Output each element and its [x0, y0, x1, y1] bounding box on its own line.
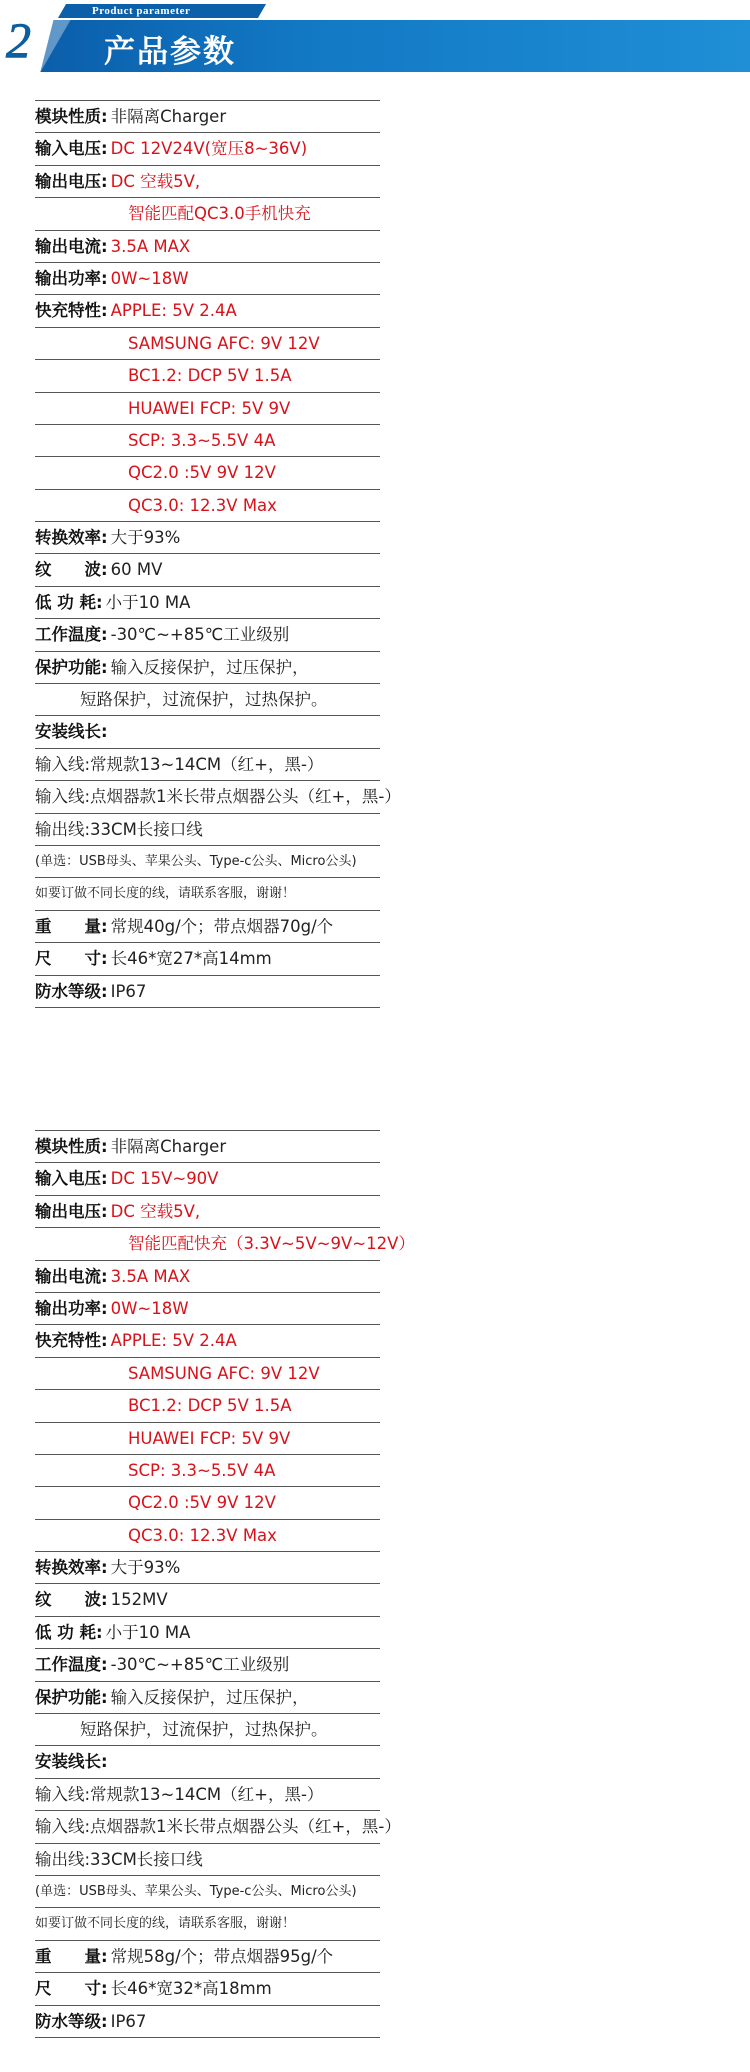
banner-subtitle: Product parameter: [92, 5, 191, 17]
spec-row: [35, 230, 380, 262]
spec-row: [35, 813, 380, 845]
spec-value: 输出线:33CM长接口线: [35, 1849, 203, 1869]
spec-row: [35, 1130, 380, 1162]
spec-label: 转换效率: [35, 1558, 101, 1578]
spec-row: [35, 877, 380, 909]
spec-row: [35, 1162, 380, 1194]
spec-label: 输出电流: [35, 236, 101, 256]
spec-value: 输入反接保护，过压保护，: [110, 1687, 309, 1707]
spec-value: 智能匹配QC3.0手机快充: [128, 204, 311, 224]
spec-value: QC3.0: 12.3V Max: [128, 1525, 277, 1545]
spec-separator: :: [101, 139, 108, 159]
spec-row: [35, 197, 380, 229]
spec-label: 纹 波: [35, 560, 101, 580]
spec-row: [35, 165, 380, 197]
spec-label: 尺 寸: [35, 1979, 101, 1999]
spec-row: [35, 1292, 380, 1324]
spec-separator: :: [96, 592, 103, 612]
spec-label: 模块性质: [35, 1137, 101, 1156]
spec-separator: :: [101, 2011, 108, 2031]
spec-row: [35, 1843, 380, 1875]
spec-row: [35, 1972, 380, 2004]
spec-separator: :: [101, 1137, 108, 1156]
spec-value: 60 MV: [110, 560, 163, 580]
spec-value: 输入线:常规款13~14CM（红+，黑-）: [35, 754, 324, 774]
spec-value: QC2.0 :5V 9V 12V: [128, 463, 276, 483]
spec-label: 输入电压: [35, 1169, 101, 1189]
spec-table-12-24v: [35, 100, 401, 1008]
spec-row: [35, 1454, 380, 1486]
spec-label: 输出电压: [35, 1201, 101, 1221]
spec-row: [35, 424, 380, 456]
spec-row: [35, 1227, 415, 1259]
spec-label: 防水等级: [35, 2011, 101, 2031]
spec-value: 如要订做不同长度的线，请联系客服，谢谢！: [35, 886, 296, 902]
spec-separator: :: [101, 528, 108, 548]
spec-value: QC2.0 :5V 9V 12V: [128, 1493, 276, 1513]
spec-separator: :: [101, 1266, 108, 1286]
spec-row: [35, 489, 380, 521]
spec-label: 输出电流: [35, 1266, 101, 1286]
spec-row: [35, 1778, 380, 1810]
spec-value: 输入线:点烟器款1米长带点烟器公头（红+，黑-）: [35, 1817, 401, 1837]
spec-value: APPLE: 5V 2.4A: [110, 1331, 237, 1351]
spec-value: 非隔离Charger: [110, 107, 227, 126]
spec-label: 尺 寸: [35, 949, 101, 969]
spec-separator: :: [101, 981, 108, 1001]
spec-label: 工作温度: [35, 1655, 101, 1675]
spec-row: [35, 1357, 380, 1389]
spec-value: SAMSUNG AFC: 9V 12V: [128, 333, 320, 353]
spec-value: 短路保护，过流保护，过热保护。: [80, 690, 328, 710]
spec-row: [35, 1940, 380, 1972]
spec-value: DC 12V24V(宽压8~36V): [110, 139, 308, 159]
spec-value: DC 15V~90V: [110, 1169, 219, 1189]
spec-row: [35, 521, 380, 553]
spec-label: 低 功 耗: [35, 1622, 96, 1642]
section-banner: [0, 0, 750, 72]
spec-value: HUAWEI FCP: 5V 9V: [128, 398, 291, 418]
spec-separator: :: [101, 1590, 108, 1610]
spec-row: [35, 132, 380, 164]
spec-label: 工作温度: [35, 625, 101, 645]
spec-value: 长46*宽32*高18mm: [110, 1979, 272, 1999]
spec-value: QC3.0: 12.3V Max: [128, 495, 277, 515]
spec-row: [35, 1713, 380, 1745]
spec-row: [35, 1519, 380, 1551]
spec-value: 大于93%: [110, 1558, 181, 1578]
spec-value: 3.5A MAX: [110, 1266, 191, 1286]
spec-row: [35, 100, 380, 132]
spec-row: [35, 618, 380, 650]
spec-row: [35, 1583, 380, 1615]
spec-separator: :: [96, 1622, 103, 1642]
spec-separator: :: [101, 301, 108, 321]
spec-value: 0W~18W: [110, 1298, 189, 1318]
spec-label: 安装线长: [35, 1752, 101, 1772]
spec-row: [35, 1681, 380, 1713]
spec-label: 安装线长: [35, 722, 101, 742]
spec-separator: :: [101, 1169, 108, 1189]
spec-row: [35, 1486, 380, 1518]
spec-value: 输入反接保护，过压保护，: [110, 657, 309, 677]
spec-row: [35, 359, 380, 391]
spec-label: 快充特性: [35, 301, 101, 321]
spec-value: 152MV: [110, 1590, 168, 1610]
spec-value: HUAWEI FCP: 5V 9V: [128, 1428, 291, 1448]
spec-separator: :: [101, 1331, 108, 1351]
spec-value: SCP: 3.3~5.5V 4A: [128, 1460, 276, 1480]
spec-row: [35, 1810, 401, 1842]
spec-value: 如要订做不同长度的线，请联系客服，谢谢！: [35, 1916, 296, 1932]
spec-label: 防水等级: [35, 981, 101, 1001]
spec-separator: :: [101, 1687, 108, 1707]
spec-label: 重 量: [35, 916, 101, 936]
spec-value: 大于93%: [110, 528, 181, 548]
spec-row: [35, 1648, 380, 1680]
spec-row: [35, 327, 380, 359]
spec-label: 转换效率: [35, 528, 101, 548]
spec-separator: :: [101, 657, 108, 677]
spec-value: IP67: [110, 2011, 147, 2031]
spec-value: 输出线:33CM长接口线: [35, 819, 203, 839]
spec-label: 保护功能: [35, 657, 101, 677]
spec-row: [35, 1907, 380, 1939]
spec-separator: :: [101, 1946, 108, 1966]
spec-separator: :: [101, 236, 108, 256]
spec-value: 输入线:常规款13~14CM（红+，黑-）: [35, 1784, 324, 1804]
spec-value: 0W~18W: [110, 268, 189, 288]
spec-row: [35, 715, 380, 747]
spec-value: DC 空载5V,: [110, 171, 201, 191]
section-number: 2: [6, 12, 31, 68]
spec-row: [35, 910, 380, 942]
spec-separator: :: [101, 1558, 108, 1578]
spec-row: [35, 456, 380, 488]
spec-row: [35, 586, 380, 618]
section-title: 产品参数: [104, 34, 236, 70]
spec-value: 短路保护，过流保护，过热保护。: [80, 1720, 328, 1740]
spec-separator: :: [101, 107, 108, 126]
spec-separator: :: [101, 1752, 108, 1772]
spec-row: [35, 1551, 380, 1583]
spec-value: APPLE: 5V 2.4A: [110, 301, 237, 321]
spec-row: [35, 683, 380, 715]
spec-value: -30℃~+85℃工业级别: [110, 1655, 290, 1675]
spec-row: [35, 1260, 380, 1292]
spec-label: 快充特性: [35, 1331, 101, 1351]
spec-value: 小于10 MA: [105, 1622, 191, 1642]
spec-separator: :: [101, 171, 108, 191]
spec-value: BC1.2: DCP 5V 1.5A: [128, 366, 292, 386]
spec-value: IP67: [110, 981, 147, 1001]
spec-row: [35, 1324, 380, 1356]
spec-value: (单选：USB母头、苹果公头、Type-c公头、Micro公头): [35, 1883, 357, 1899]
spec-row: [35, 392, 380, 424]
spec-value: DC 空载5V,: [110, 1201, 201, 1221]
spec-value: BC1.2: DCP 5V 1.5A: [128, 1396, 292, 1416]
spec-value: SCP: 3.3~5.5V 4A: [128, 430, 276, 450]
spec-separator: :: [101, 1298, 108, 1318]
spec-table-15-90v: [35, 1130, 415, 2038]
banner-wing: [40, 20, 110, 72]
spec-row: [35, 975, 380, 1008]
spec-label: 重 量: [35, 1946, 101, 1966]
spec-row: [35, 262, 380, 294]
spec-row: [35, 748, 380, 780]
spec-row: [35, 1422, 380, 1454]
spec-row: [35, 942, 380, 974]
spec-value: 非隔离Charger: [110, 1137, 227, 1156]
spec-value: 长46*宽27*高14mm: [110, 949, 272, 969]
spec-row: [35, 1389, 380, 1421]
spec-separator: :: [101, 625, 108, 645]
spec-label: 保护功能: [35, 1687, 101, 1707]
spec-separator: :: [101, 916, 108, 936]
spec-row: [35, 1616, 380, 1648]
spec-value: -30℃~+85℃工业级别: [110, 625, 290, 645]
spec-separator: :: [101, 1979, 108, 1999]
spec-value: 输入线:点烟器款1米长带点烟器公头（红+，黑-）: [35, 787, 401, 807]
spec-value: 小于10 MA: [105, 592, 191, 612]
spec-label: 输出电压: [35, 171, 101, 191]
spec-separator: :: [101, 560, 108, 580]
spec-separator: :: [101, 949, 108, 969]
spec-separator: :: [101, 268, 108, 288]
spec-separator: :: [101, 722, 108, 742]
spec-value: SAMSUNG AFC: 9V 12V: [128, 1363, 320, 1383]
spec-separator: :: [101, 1201, 108, 1221]
spec-label: 输入电压: [35, 139, 101, 159]
spec-value: 常规40g/个；带点烟器70g/个: [110, 916, 334, 936]
spec-row: [35, 294, 380, 326]
spec-label: 纹 波: [35, 1590, 101, 1610]
spec-row: [35, 2005, 380, 2038]
spec-value: 常规58g/个；带点烟器95g/个: [110, 1946, 334, 1966]
spec-row: [35, 1745, 380, 1777]
spec-row: [35, 845, 380, 877]
spec-label: 模块性质: [35, 107, 101, 126]
spec-row: [35, 1875, 380, 1907]
spec-row: [35, 651, 380, 683]
spec-label: 低 功 耗: [35, 592, 96, 612]
spec-row: [35, 780, 401, 812]
spec-value: (单选：USB母头、苹果公头、Type-c公头、Micro公头): [35, 853, 357, 869]
spec-value: 3.5A MAX: [110, 236, 191, 256]
spec-separator: :: [101, 1655, 108, 1675]
spec-label: 输出功率: [35, 268, 101, 288]
spec-row: [35, 1195, 380, 1227]
spec-value: 智能匹配快充（3.3V~5V~9V~12V）: [128, 1234, 415, 1254]
spec-label: 输出功率: [35, 1298, 101, 1318]
spec-row: [35, 553, 380, 585]
